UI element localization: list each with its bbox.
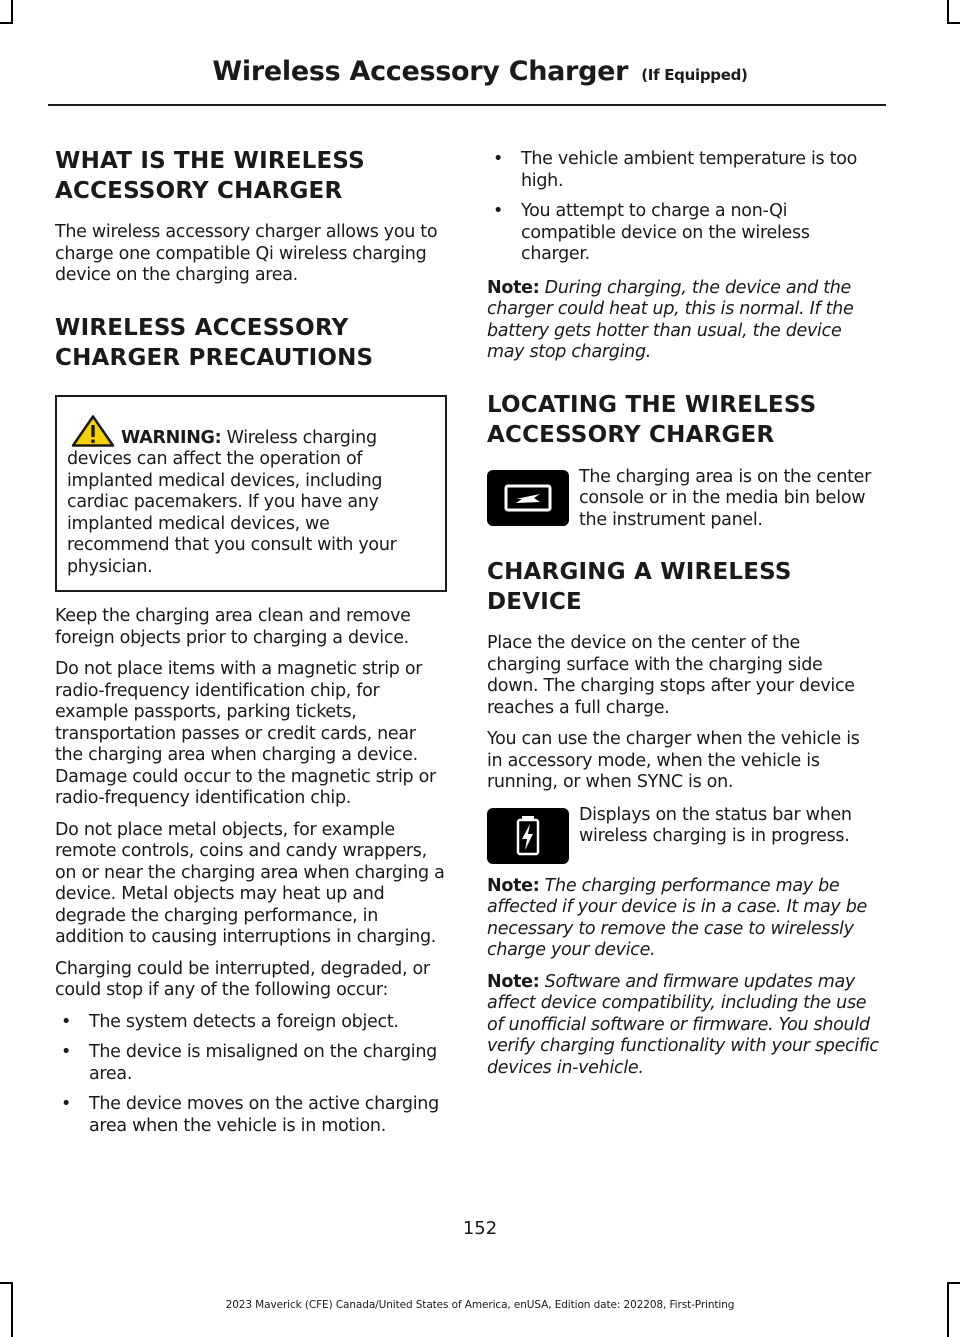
crop-mark-top-right-h xyxy=(947,22,960,24)
list-item-text: The system detects a foreign object. xyxy=(89,1011,399,1032)
bullet: • xyxy=(493,149,504,169)
warning-box xyxy=(55,395,447,593)
page-header-title xyxy=(0,56,960,87)
bullet: • xyxy=(61,1094,72,1114)
locating-icon-row xyxy=(487,466,879,532)
section-heading-charging xyxy=(487,557,879,617)
status-icon-row xyxy=(487,804,879,864)
heading-line: WIRELESS ACCESSORY xyxy=(55,314,349,341)
precaution-paragraph: Do not place metal objects, for example remote controls, coins and candy wrappers, on or near the charging area when charging a device. Metal objects may heat up and degrade the charging performance, in addition to causing interruptions in charging. xyxy=(55,819,445,947)
page-number: 152 xyxy=(462,1218,498,1239)
list-item-text: You attempt to charge a non-Qi compatible device on the wireless charger. xyxy=(521,201,810,264)
heading-line: ACCESSORY CHARGER xyxy=(487,421,775,448)
section-heading-what-is xyxy=(55,146,447,206)
wireless-charging-pad-icon xyxy=(487,470,569,526)
note-label: Note: xyxy=(487,971,540,992)
note-heat xyxy=(487,278,879,364)
note-text: During charging, the device and the charger could heat up, this is normal. If the battery gets hotter than usual, the device may stop charging. xyxy=(487,277,854,362)
locating-description: The charging area is on the center console or in the media bin below the instrument panel. xyxy=(579,466,872,530)
warning-text: Wireless charging devices can affect the operation of implanted medical devices, including cardiac pacemakers. If you have any implanted medical devices, we recommend that you consult with your physician. xyxy=(67,427,397,577)
heading-line: ACCESSORY CHARGER xyxy=(55,178,343,204)
interruption-list xyxy=(55,1012,447,1138)
list-item-text: The device is misaligned on the charging area. xyxy=(89,1042,437,1084)
precaution-paragraph: Do not place items with a magnetic strip or radio-frequency identification chip, for example passports, parking tickets, transportation passes or credit cards, near the charging area when charging a device. Damage could occur to the magnetic strip or radio-frequency identification chip. xyxy=(55,659,436,808)
crop-mark-top-right-v xyxy=(947,0,949,24)
bullet: • xyxy=(61,1011,72,1032)
list-item-text: The vehicle ambient temperature is too high. xyxy=(521,149,858,191)
note-software xyxy=(487,972,879,1080)
list-item xyxy=(55,1094,447,1137)
note-text: Software and firmware updates may affect device compatibility, including the use of unofficial software or firmware. You should verify charging functionality with your specific devices in-vehicle. xyxy=(487,971,879,1078)
list-item xyxy=(487,201,879,266)
list-item-text: The device moves on the active charging area when the vehicle is in motion. xyxy=(89,1094,439,1136)
list-item xyxy=(487,149,879,192)
heading-line: LOCATING THE WIRELESS xyxy=(487,391,817,418)
interruption-list-continued xyxy=(487,149,879,266)
battery-charging-icon xyxy=(487,808,569,864)
header-title-text: Wireless Accessory Charger xyxy=(212,56,629,87)
precaution-paragraph: Charging could be interrupted, degraded, or could stop if any of the following occur: xyxy=(55,958,430,1000)
note-label: Note: xyxy=(487,277,540,298)
crop-mark-bottom-right-h xyxy=(947,1282,960,1284)
footer-edition-info: 2023 Maverick (CFE) Canada/United States of America, enUSA, Edition date: 202208, First-Printing xyxy=(225,1299,735,1311)
warning-label: WARNING: xyxy=(121,427,222,448)
heading-line: CHARGER PRECAUTIONS xyxy=(55,344,374,371)
section-heading-precautions xyxy=(55,313,447,373)
heading-line: DEVICE xyxy=(487,589,582,615)
crop-mark-bottom-left-h xyxy=(0,1282,13,1284)
list-item xyxy=(55,1012,447,1034)
charging-paragraph: Place the device on the center of the charging surface with the charging side down. The charging stops after your device reaches a full charge. xyxy=(487,633,855,718)
status-icon-description: Displays on the status bar when wireless charging is in progress. xyxy=(579,804,852,846)
bullet: • xyxy=(493,201,504,221)
warning-triangle-icon xyxy=(71,415,115,447)
precaution-paragraph: Keep the charging area clean and remove foreign objects prior to charging a device. xyxy=(55,606,411,648)
crop-mark-top-left-h xyxy=(0,22,13,24)
crop-mark-top-left-v xyxy=(11,0,13,24)
note-label: Note: xyxy=(487,875,540,896)
note-text: The charging performance may be affected if your device is in a case. It may be necessary to remove the case to wirelessly charge your device. xyxy=(487,875,868,960)
intro-paragraph: The wireless accessory charger allows you to charge one compatible Qi wireless charging device on the charging area. xyxy=(55,222,438,285)
header-subtitle: (If Equipped) xyxy=(641,66,748,84)
list-item xyxy=(55,1042,447,1085)
note-case xyxy=(487,876,879,962)
section-heading-locating xyxy=(487,390,879,450)
bullet: • xyxy=(61,1042,72,1062)
heading-line: WHAT IS THE WIRELESS xyxy=(55,148,365,174)
charging-paragraph: You can use the charger when the vehicle is in accessory mode, when the vehicle is running, or when SYNC is on. xyxy=(487,729,860,792)
left-column xyxy=(55,146,447,1149)
right-column xyxy=(487,146,879,1089)
heading-line: CHARGING A WIRELESS xyxy=(487,559,792,585)
header-divider xyxy=(48,104,886,106)
